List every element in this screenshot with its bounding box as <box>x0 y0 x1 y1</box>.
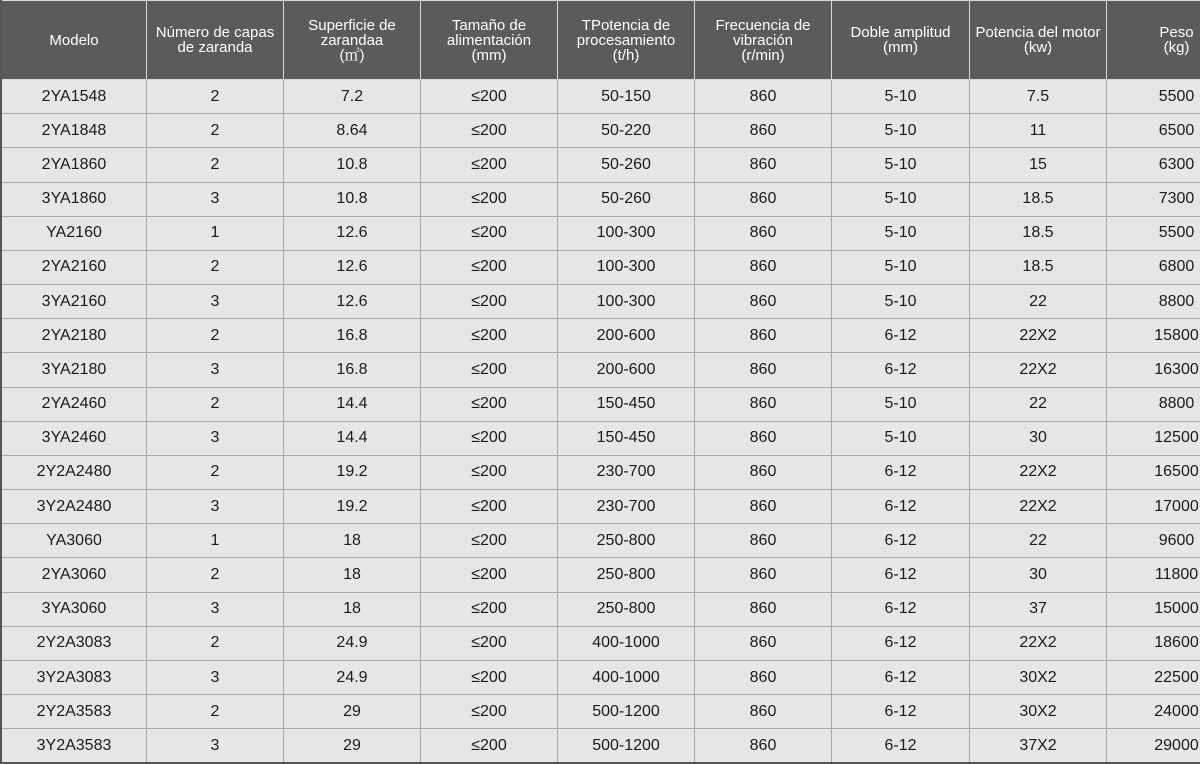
cell-capas: 3 <box>147 729 284 763</box>
cell-amplitud: 5-10 <box>832 421 970 455</box>
cell-potencia-motor: 22 <box>970 285 1107 319</box>
header-col-potencia-motor <box>970 1 1107 80</box>
cell-modelo: 3YA2160 <box>1 285 147 319</box>
cell-capas: 2 <box>147 319 284 353</box>
cell-potencia-motor: 22X2 <box>970 319 1107 353</box>
cell-potencia-proc: 150-450 <box>558 387 695 421</box>
cell-superficie: 19.2 <box>284 455 421 489</box>
header-label: Superficie de zarandaa <box>308 16 396 49</box>
cell-potencia-motor: 15 <box>970 148 1107 182</box>
header-label: Tamaño de alimentación <box>446 16 532 49</box>
cell-peso: 9600 <box>1107 524 1200 558</box>
cell-modelo: 2YA2180 <box>1 319 147 353</box>
header-col-frecuencia <box>695 1 832 80</box>
cell-potencia-motor: 22X2 <box>970 490 1107 524</box>
cell-superficie: 7.2 <box>284 80 421 114</box>
cell-tamano: ≤200 <box>421 524 558 558</box>
header-col-amplitud <box>832 1 970 80</box>
table-row <box>1 490 1200 524</box>
cell-tamano: ≤200 <box>421 250 558 284</box>
cell-tamano: ≤200 <box>421 182 558 216</box>
cell-modelo: 2Y2A3083 <box>1 626 147 660</box>
header-unit: (㎡) <box>339 46 365 64</box>
cell-frecuencia: 860 <box>695 80 832 114</box>
cell-potencia-motor: 30 <box>970 558 1107 592</box>
cell-potencia-proc: 200-600 <box>558 353 695 387</box>
cell-frecuencia: 860 <box>695 455 832 489</box>
table-row <box>1 592 1200 626</box>
header-unit: (r/min) <box>741 46 785 64</box>
cell-amplitud: 6-12 <box>832 729 970 763</box>
table-row <box>1 455 1200 489</box>
cell-potencia-proc: 230-700 <box>558 455 695 489</box>
cell-potencia-proc: 200-600 <box>558 319 695 353</box>
cell-frecuencia: 860 <box>695 729 832 763</box>
cell-potencia-proc: 250-800 <box>558 524 695 558</box>
cell-frecuencia: 860 <box>695 216 832 250</box>
cell-peso: 6800 <box>1107 250 1200 284</box>
table-row <box>1 216 1200 250</box>
cell-potencia-proc: 230-700 <box>558 490 695 524</box>
cell-amplitud: 6-12 <box>832 558 970 592</box>
cell-tamano: ≤200 <box>421 285 558 319</box>
cell-frecuencia: 860 <box>695 695 832 729</box>
cell-potencia-motor: 22 <box>970 387 1107 421</box>
cell-amplitud: 5-10 <box>832 114 970 148</box>
cell-potencia-proc: 50-260 <box>558 148 695 182</box>
cell-amplitud: 6-12 <box>832 524 970 558</box>
header-unit: (mm) <box>471 46 507 64</box>
cell-potencia-proc: 100-300 <box>558 216 695 250</box>
cell-amplitud: 5-10 <box>832 285 970 319</box>
cell-superficie: 24.9 <box>284 660 421 694</box>
header-col-capas <box>147 1 284 80</box>
cell-potencia-motor: 22X2 <box>970 455 1107 489</box>
cell-frecuencia: 860 <box>695 524 832 558</box>
cell-tamano: ≤200 <box>421 421 558 455</box>
cell-potencia-motor: 18.5 <box>970 216 1107 250</box>
cell-peso: 11800 <box>1107 558 1200 592</box>
cell-frecuencia: 860 <box>695 182 832 216</box>
table-body <box>1 80 1200 764</box>
header-label: Número de capas de zaranda <box>155 24 275 56</box>
cell-superficie: 29 <box>284 729 421 763</box>
cell-potencia-proc: 50-260 <box>558 182 695 216</box>
cell-capas: 2 <box>147 250 284 284</box>
cell-peso: 15000 <box>1107 592 1200 626</box>
cell-amplitud: 6-12 <box>832 695 970 729</box>
header-row <box>1 1 1200 80</box>
cell-potencia-motor: 30 <box>970 421 1107 455</box>
header-col-tamano <box>421 1 558 80</box>
cell-amplitud: 6-12 <box>832 319 970 353</box>
cell-tamano: ≤200 <box>421 558 558 592</box>
cell-amplitud: 5-10 <box>832 80 970 114</box>
table-row <box>1 695 1200 729</box>
cell-modelo: 2YA3060 <box>1 558 147 592</box>
header-label: Doble amplitud <box>850 24 951 41</box>
cell-amplitud: 6-12 <box>832 626 970 660</box>
cell-superficie: 10.8 <box>284 182 421 216</box>
cell-superficie: 12.6 <box>284 250 421 284</box>
cell-modelo: 3YA3060 <box>1 592 147 626</box>
cell-capas: 3 <box>147 353 284 387</box>
cell-peso: 6300 <box>1107 148 1200 182</box>
cell-peso: 15800 <box>1107 319 1200 353</box>
cell-superficie: 29 <box>284 695 421 729</box>
cell-peso: 16500 <box>1107 455 1200 489</box>
cell-amplitud: 5-10 <box>832 216 970 250</box>
cell-potencia-motor: 22X2 <box>970 353 1107 387</box>
cell-superficie: 24.9 <box>284 626 421 660</box>
cell-superficie: 19.2 <box>284 490 421 524</box>
cell-frecuencia: 860 <box>695 626 832 660</box>
cell-potencia-motor: 18.5 <box>970 250 1107 284</box>
cell-amplitud: 6-12 <box>832 660 970 694</box>
cell-capas: 3 <box>147 660 284 694</box>
table-row <box>1 319 1200 353</box>
cell-capas: 2 <box>147 114 284 148</box>
cell-modelo: 2YA2160 <box>1 250 147 284</box>
cell-superficie: 8.64 <box>284 114 421 148</box>
cell-potencia-motor: 7.5 <box>970 80 1107 114</box>
header-label: TPotencia de procesamiento <box>576 16 676 49</box>
cell-modelo: 2YA2460 <box>1 387 147 421</box>
cell-peso: 8800 <box>1107 285 1200 319</box>
cell-capas: 3 <box>147 421 284 455</box>
table-row <box>1 729 1200 763</box>
cell-superficie: 16.8 <box>284 353 421 387</box>
cell-peso: 6500 <box>1107 114 1200 148</box>
cell-potencia-proc: 500-1200 <box>558 729 695 763</box>
cell-amplitud: 5-10 <box>832 148 970 182</box>
cell-frecuencia: 860 <box>695 114 832 148</box>
table-row <box>1 353 1200 387</box>
header-label: Modelo <box>49 31 99 49</box>
cell-frecuencia: 860 <box>695 660 832 694</box>
cell-modelo: YA3060 <box>1 524 147 558</box>
cell-amplitud: 5-10 <box>832 250 970 284</box>
cell-capas: 2 <box>147 387 284 421</box>
header-col-superficie <box>284 1 421 80</box>
cell-tamano: ≤200 <box>421 695 558 729</box>
cell-frecuencia: 860 <box>695 490 832 524</box>
table-row <box>1 80 1200 114</box>
cell-modelo: 2YA1848 <box>1 114 147 148</box>
cell-potencia-motor: 22X2 <box>970 626 1107 660</box>
cell-frecuencia: 860 <box>695 558 832 592</box>
header-col-modelo <box>1 1 147 80</box>
cell-capas: 2 <box>147 80 284 114</box>
cell-peso: 22500 <box>1107 660 1200 694</box>
cell-amplitud: 6-12 <box>832 592 970 626</box>
cell-modelo: 3YA2460 <box>1 421 147 455</box>
cell-capas: 3 <box>147 592 284 626</box>
cell-potencia-proc: 400-1000 <box>558 660 695 694</box>
cell-tamano: ≤200 <box>421 148 558 182</box>
cell-amplitud: 5-10 <box>832 387 970 421</box>
cell-potencia-motor: 11 <box>970 114 1107 148</box>
cell-tamano: ≤200 <box>421 319 558 353</box>
cell-superficie: 12.6 <box>284 216 421 250</box>
cell-superficie: 14.4 <box>284 387 421 421</box>
cell-potencia-proc: 150-450 <box>558 421 695 455</box>
cell-frecuencia: 860 <box>695 353 832 387</box>
header-unit: (kw) <box>1023 39 1053 56</box>
cell-potencia-proc: 250-800 <box>558 558 695 592</box>
cell-tamano: ≤200 <box>421 660 558 694</box>
table-row <box>1 387 1200 421</box>
cell-capas: 3 <box>147 182 284 216</box>
cell-tamano: ≤200 <box>421 353 558 387</box>
table-row <box>1 250 1200 284</box>
header-unit: (t/h) <box>612 46 640 64</box>
cell-tamano: ≤200 <box>421 729 558 763</box>
table-row <box>1 626 1200 660</box>
cell-frecuencia: 860 <box>695 387 832 421</box>
cell-modelo: 2YA1860 <box>1 148 147 182</box>
cell-potencia-proc: 250-800 <box>558 592 695 626</box>
cell-capas: 3 <box>147 285 284 319</box>
header-label: Frecuencia de vibración <box>715 16 811 49</box>
cell-modelo: 3Y2A3583 <box>1 729 147 763</box>
header-col-potencia-proc <box>558 1 695 80</box>
cell-peso: 16300 <box>1107 353 1200 387</box>
cell-potencia-motor: 30X2 <box>970 660 1107 694</box>
cell-potencia-proc: 100-300 <box>558 250 695 284</box>
cell-potencia-proc: 500-1200 <box>558 695 695 729</box>
cell-capas: 2 <box>147 695 284 729</box>
cell-capas: 2 <box>147 626 284 660</box>
cell-capas: 2 <box>147 455 284 489</box>
cell-amplitud: 6-12 <box>832 353 970 387</box>
cell-potencia-motor: 18.5 <box>970 182 1107 216</box>
cell-frecuencia: 860 <box>695 592 832 626</box>
cell-peso: 12500 <box>1107 421 1200 455</box>
cell-capas: 1 <box>147 524 284 558</box>
cell-tamano: ≤200 <box>421 592 558 626</box>
cell-potencia-motor: 22 <box>970 524 1107 558</box>
cell-modelo: 2Y2A2480 <box>1 455 147 489</box>
header-label: Peso <box>1159 24 1194 41</box>
cell-amplitud: 6-12 <box>832 455 970 489</box>
cell-tamano: ≤200 <box>421 626 558 660</box>
table-row <box>1 660 1200 694</box>
cell-superficie: 12.6 <box>284 285 421 319</box>
table-row <box>1 114 1200 148</box>
cell-superficie: 18 <box>284 524 421 558</box>
table-row <box>1 182 1200 216</box>
cell-frecuencia: 860 <box>695 250 832 284</box>
cell-tamano: ≤200 <box>421 455 558 489</box>
table-row <box>1 285 1200 319</box>
cell-tamano: ≤200 <box>421 216 558 250</box>
cell-capas: 1 <box>147 216 284 250</box>
cell-tamano: ≤200 <box>421 387 558 421</box>
cell-frecuencia: 860 <box>695 421 832 455</box>
cell-tamano: ≤200 <box>421 114 558 148</box>
cell-superficie: 16.8 <box>284 319 421 353</box>
cell-amplitud: 5-10 <box>832 182 970 216</box>
cell-superficie: 18 <box>284 592 421 626</box>
cell-potencia-proc: 100-300 <box>558 285 695 319</box>
cell-superficie: 18 <box>284 558 421 592</box>
cell-modelo: 2YA1548 <box>1 80 147 114</box>
cell-tamano: ≤200 <box>421 80 558 114</box>
cell-peso: 18600 <box>1107 626 1200 660</box>
cell-potencia-proc: 50-150 <box>558 80 695 114</box>
table-row <box>1 421 1200 455</box>
cell-peso: 7300 <box>1107 182 1200 216</box>
table-row <box>1 558 1200 592</box>
cell-peso: 17000 <box>1107 490 1200 524</box>
cell-potencia-proc: 50-220 <box>558 114 695 148</box>
cell-capas: 2 <box>147 558 284 592</box>
cell-frecuencia: 860 <box>695 148 832 182</box>
cell-potencia-proc: 400-1000 <box>558 626 695 660</box>
cell-frecuencia: 860 <box>695 285 832 319</box>
cell-modelo: 2Y2A3583 <box>1 695 147 729</box>
cell-superficie: 10.8 <box>284 148 421 182</box>
cell-tamano: ≤200 <box>421 490 558 524</box>
cell-peso: 5500 <box>1107 80 1200 114</box>
header-label: Potencia del motor <box>975 24 1101 41</box>
header-unit: (kg) <box>1163 39 1190 56</box>
cell-modelo: 3Y2A2480 <box>1 490 147 524</box>
cell-peso: 24000 <box>1107 695 1200 729</box>
header-col-peso <box>1107 1 1200 80</box>
cell-modelo: 3YA1860 <box>1 182 147 216</box>
cell-potencia-motor: 37 <box>970 592 1107 626</box>
cell-amplitud: 6-12 <box>832 490 970 524</box>
cell-peso: 29000 <box>1107 729 1200 763</box>
cell-capas: 2 <box>147 148 284 182</box>
cell-superficie: 14.4 <box>284 421 421 455</box>
cell-modelo: YA2160 <box>1 216 147 250</box>
cell-peso: 8800 <box>1107 387 1200 421</box>
cell-capas: 3 <box>147 490 284 524</box>
cell-potencia-motor: 37X2 <box>970 729 1107 763</box>
cell-peso: 5500 <box>1107 216 1200 250</box>
header-unit: (mm) <box>883 39 918 56</box>
cell-frecuencia: 860 <box>695 319 832 353</box>
table-row <box>1 148 1200 182</box>
cell-modelo: 3Y2A3083 <box>1 660 147 694</box>
cell-modelo: 3YA2180 <box>1 353 147 387</box>
cell-potencia-motor: 30X2 <box>970 695 1107 729</box>
table-row <box>1 524 1200 558</box>
